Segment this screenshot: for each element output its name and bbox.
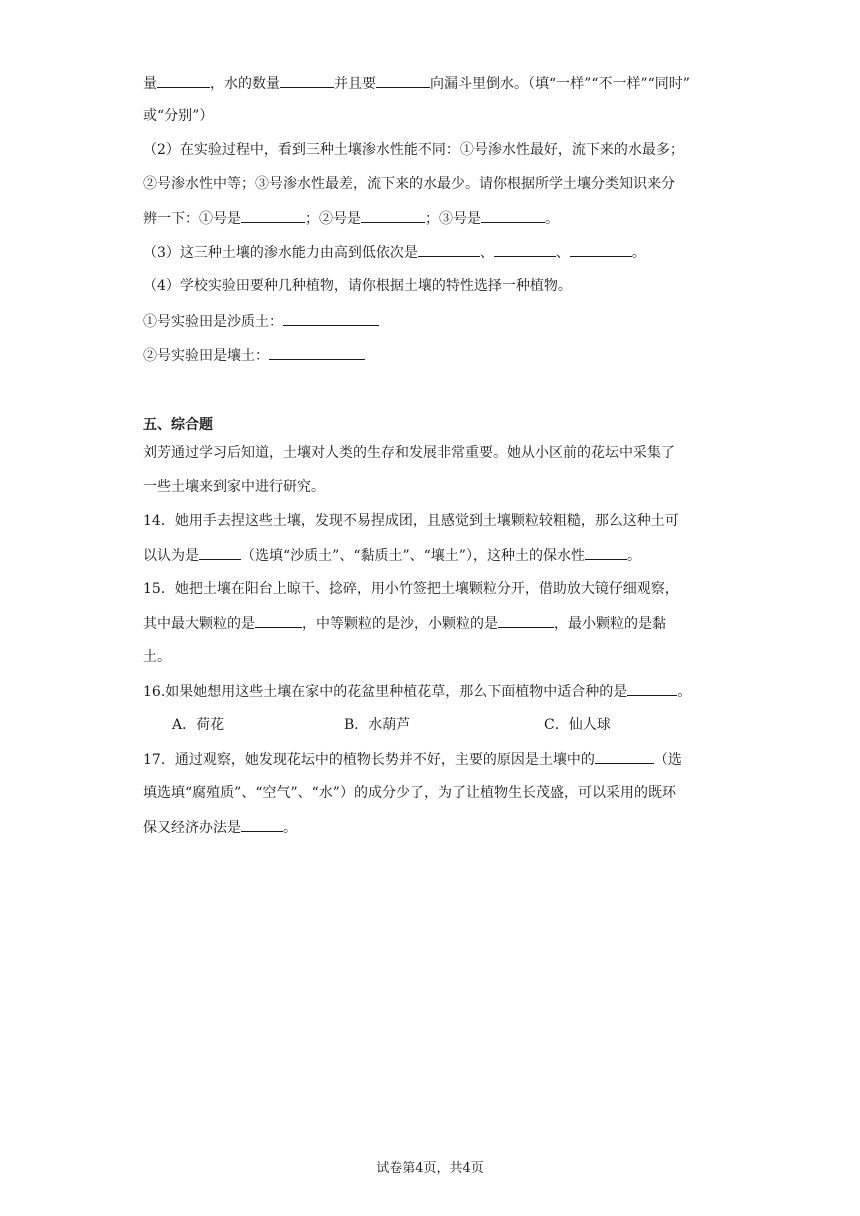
answer-blank[interactable]	[280, 73, 334, 88]
q4-line-b: ②号实验田是壤土：	[143, 345, 365, 365]
page-footer: 试卷第4页，共4页	[376, 1161, 484, 1176]
q15-line-1: 15．她把土壤在阳台上晾干、捻碎，用小竹签把土壤颗粒分开，借助放大镜仔细观察，	[143, 581, 679, 597]
q4-line-1: （4）学校实验田要种几种植物，请你根据土壤的特性选择一种植物。	[143, 278, 572, 294]
q15-line-3: 土。	[143, 649, 171, 665]
answer-blank[interactable]	[157, 73, 210, 88]
q4-line-a: ①号实验田是沙质土：	[143, 311, 379, 331]
option-a[interactable]: A．荷花	[172, 717, 225, 733]
q1-line-1: 量 ，水的数量 并且要 向漏斗里倒水。（填“一样”“不一样”“同时”	[143, 73, 690, 93]
answer-blank[interactable]	[595, 749, 654, 764]
answer-blank[interactable]	[570, 242, 632, 257]
q2-line-3: 辨一下：①号是 ；②号是 ；③号是 。	[143, 208, 559, 228]
intro-line-2: 一些土壤来到家中进行研究。	[143, 479, 325, 495]
answer-blank[interactable]	[361, 208, 425, 223]
answer-blank[interactable]	[585, 545, 627, 560]
q17-line-1: 17．通过观察，她发现花坛中的植物长势并不好，主要的原因是土壤中的 （选	[143, 749, 682, 769]
answer-blank[interactable]	[376, 73, 430, 88]
answer-blank[interactable]	[269, 345, 365, 360]
answer-blank[interactable]	[481, 208, 545, 223]
q17-line-3: 保又经济办法是 。	[143, 817, 297, 837]
q1-line-2: 或“分别”）	[143, 108, 214, 124]
answer-blank[interactable]	[199, 545, 241, 560]
answer-blank[interactable]	[627, 681, 677, 696]
answer-blank[interactable]	[283, 311, 379, 326]
section-title: 五、综合题	[143, 417, 213, 433]
q2-line-1: （2）在实验过程中，看到三种土壤渗水性能不同：①号渗水性最好，流下来的水最多；	[143, 142, 684, 158]
option-c[interactable]: C．仙人球	[544, 717, 611, 733]
q14-line-2: 以认为是 （选填“沙质土”、“黏质土”、“壤土”），这种土的保水性 。	[143, 545, 641, 565]
q16-line-1: 16.如果她想用这些土壤在家中的花盆里种植花草，那么下面植物中适合种的是 。	[143, 681, 691, 701]
answer-blank[interactable]	[255, 613, 302, 628]
answer-blank[interactable]	[498, 613, 554, 628]
answer-blank[interactable]	[241, 817, 283, 832]
answer-blank[interactable]	[494, 242, 556, 257]
q17-line-2: 填选填“腐殖质”、“空气”、“水”）的成分少了，为了让植物生长茂盛，可以采用的既环	[143, 785, 676, 801]
q15-line-2: 其中最大颗粒的是 ，中等颗粒的是沙，小颗粒的是 ，最小颗粒的是黏	[143, 613, 666, 633]
answer-blank[interactable]	[241, 208, 305, 223]
q2-line-2: ②号渗水性中等；③号渗水性最差，流下来的水最少。请你根据所学土壤分类知识来分	[143, 176, 675, 192]
intro-line-1: 刘芳通过学习后知道，土壤对人类的生存和发展非常重要。她从小区前的花坛中采集了	[143, 445, 675, 461]
q3-line: （3）这三种土壤的渗水能力由高到低依次是 、 、 。	[143, 242, 646, 262]
option-b[interactable]: B．水葫芦	[344, 717, 411, 733]
answer-blank[interactable]	[418, 242, 480, 257]
q14-line-1: 14．她用手去捏这些土壤，发现不易捏成团，且感觉到土壤颗粒较粗糙，那么这种土可	[143, 513, 679, 529]
